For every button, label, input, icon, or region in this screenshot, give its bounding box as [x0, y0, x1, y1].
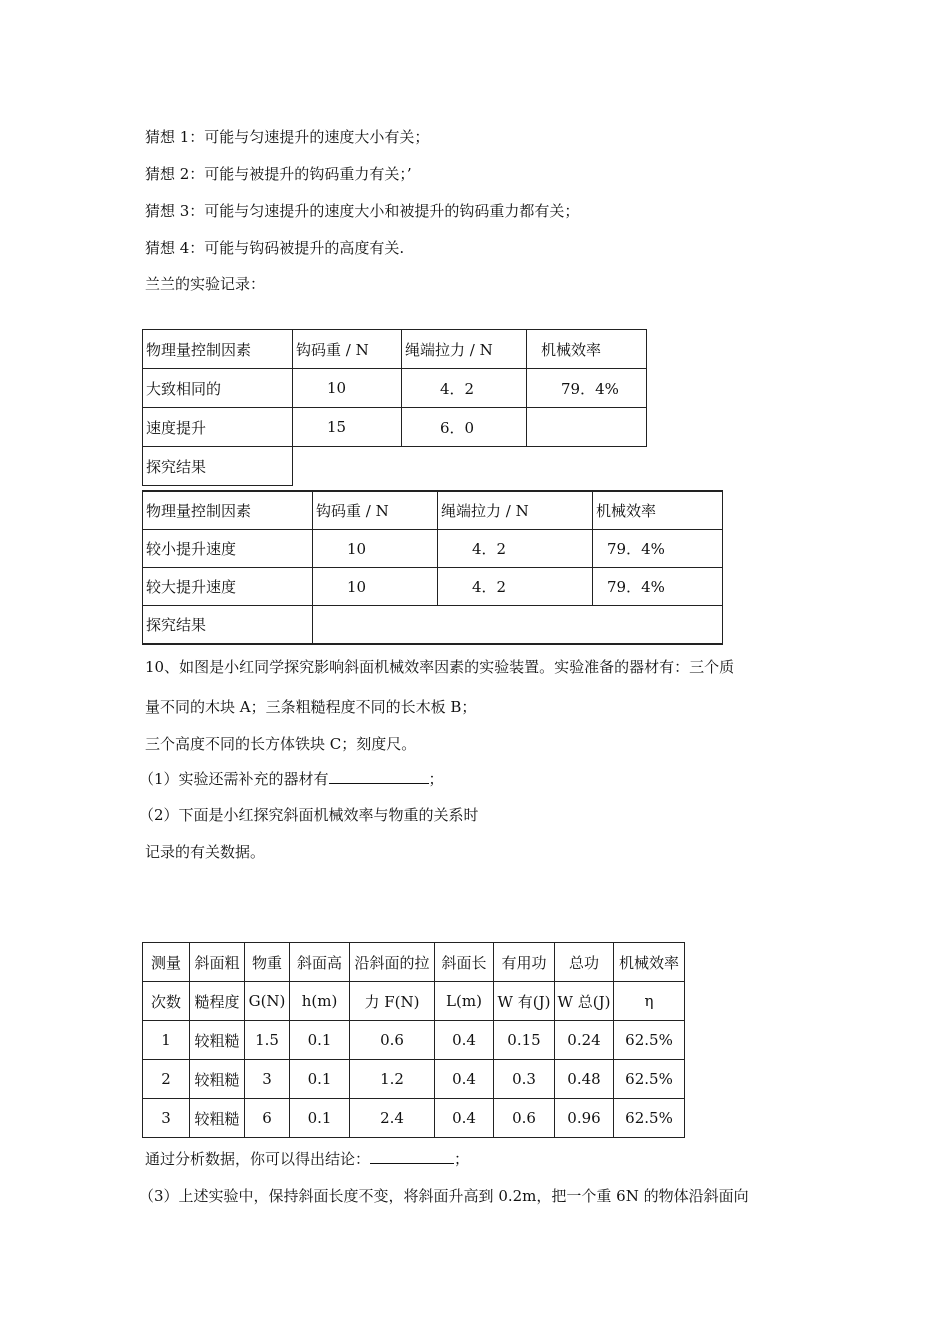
- table-cell: 4．2: [402, 369, 527, 408]
- table-cell: 79．4%: [527, 369, 647, 408]
- sub-question-3: （3）上述实验中，保持斜面长度不变，将斜面升高到 0.2m，把一个重 6N 的物体沿斜面向: [139, 1187, 749, 1205]
- table-cell: 0.1: [290, 1099, 350, 1138]
- table-cell: 62.5%: [614, 1021, 685, 1060]
- table-cell: [527, 408, 647, 447]
- table-cell: 较粗糙: [190, 1060, 245, 1099]
- table-header: 绳端拉力 / N: [438, 491, 593, 530]
- conclusion-text: 通过分析数据，你可以得出结论：: [145, 1150, 371, 1168]
- table-cell: 6: [245, 1099, 290, 1138]
- table-header: 斜面粗: [190, 943, 245, 982]
- table-cell: 1.2: [350, 1060, 435, 1099]
- table-header: η: [614, 982, 685, 1021]
- record-title: 兰兰的实验记录：: [145, 275, 266, 293]
- table-cell: 0.3: [494, 1060, 555, 1099]
- table-cell: 0.4: [435, 1099, 494, 1138]
- experiment-table-2: [142, 490, 723, 645]
- table-cell: 0.6: [350, 1021, 435, 1060]
- sub-question-1-text: （1）实验还需补充的器材有: [139, 770, 329, 788]
- table-cell: 0.96: [555, 1099, 614, 1138]
- table-cell: 0.1: [290, 1021, 350, 1060]
- table-cell: 0.15: [494, 1021, 555, 1060]
- sub-question-1: [139, 768, 444, 789]
- table-row: [143, 1099, 685, 1138]
- table-header: 机械效率: [593, 491, 723, 530]
- table-cell: 较粗糙: [190, 1099, 245, 1138]
- table-cell: 2.4: [350, 1099, 435, 1138]
- table-row: [143, 982, 685, 1021]
- table-row: [143, 491, 723, 530]
- table-header: 次数: [143, 982, 190, 1021]
- table-cell: 4．2: [438, 530, 593, 568]
- table-header: W 总(J): [555, 982, 614, 1021]
- hypothesis-2: 猜想 2：可能与被提升的钩码重力有关；’: [145, 165, 412, 183]
- table-row: [143, 530, 723, 568]
- table-header: 物理量控制因素: [143, 491, 313, 530]
- conclusion: [145, 1148, 469, 1169]
- table-cell: 15: [293, 408, 402, 447]
- table-cell: 4．2: [438, 568, 593, 606]
- result-cell: [293, 447, 647, 486]
- table-cell: 10: [313, 530, 438, 568]
- table-header: G(N): [245, 982, 290, 1021]
- table-cell: 0.4: [435, 1060, 494, 1099]
- table-header: 力 F(N): [350, 982, 435, 1021]
- hypothesis-4: 猜想 4：可能与钩码被提升的高度有关.: [145, 239, 405, 257]
- table-cell: 3: [143, 1099, 190, 1138]
- result-cell: [313, 606, 723, 645]
- experiment-table-1: [142, 329, 647, 486]
- table-cell: 较粗糙: [190, 1021, 245, 1060]
- table-cell: 较大提升速度: [143, 568, 313, 606]
- hypothesis-3: 猜想 3：可能与匀速提升的速度大小和被提升的钩码重力都有关；: [145, 202, 580, 220]
- table-cell: 2: [143, 1060, 190, 1099]
- table-cell: 探究结果: [143, 447, 293, 486]
- table-row: [143, 568, 723, 606]
- sub-question-1-end: ；: [428, 770, 444, 788]
- table-cell: 1: [143, 1021, 190, 1060]
- hypothesis-1: 猜想 1：可能与匀速提升的速度大小有关；: [145, 128, 430, 146]
- sub-question-2-line-2: 记录的有关数据。: [145, 843, 266, 861]
- table-cell: 大致相同的: [143, 369, 293, 408]
- question-10-line-1: 10、如图是小红同学探究影响斜面机械效率因素的实验装置。实验准备的器材有：三个质: [145, 658, 735, 676]
- table-row: [143, 330, 647, 369]
- table-cell: 62.5%: [614, 1099, 685, 1138]
- table-cell: 0.4: [435, 1021, 494, 1060]
- table-header: 机械效率: [527, 330, 647, 369]
- table-header: 糙程度: [190, 982, 245, 1021]
- table-row: [143, 408, 647, 447]
- table-header: 沿斜面的拉: [350, 943, 435, 982]
- table-row: [143, 606, 723, 645]
- incline-data-table: [142, 942, 685, 1138]
- table-row: [143, 1021, 685, 1060]
- table-cell: 10: [293, 369, 402, 408]
- table-header: 钩码重 / N: [293, 330, 402, 369]
- question-10-line-2: 量不同的木块 A；三条粗糙程度不同的长木板 B；: [145, 698, 477, 716]
- table-cell: 79．4%: [593, 530, 723, 568]
- table-cell: 速度提升: [143, 408, 293, 447]
- table-row: [143, 1060, 685, 1099]
- table-header: 钩码重 / N: [313, 491, 438, 530]
- answer-blank[interactable]: [370, 1150, 454, 1164]
- conclusion-end: ；: [454, 1150, 470, 1168]
- table-cell: 0.24: [555, 1021, 614, 1060]
- table-header: 斜面长: [435, 943, 494, 982]
- table-cell: 62.5%: [614, 1060, 685, 1099]
- table-header: 物理量控制因素: [143, 330, 293, 369]
- table-cell: 0.6: [494, 1099, 555, 1138]
- table-header: 总功: [555, 943, 614, 982]
- sub-question-2-line-1: （2）下面是小红探究斜面机械效率与物重的关系时: [139, 806, 479, 824]
- table-cell: 0.1: [290, 1060, 350, 1099]
- answer-blank[interactable]: [329, 770, 429, 784]
- table-header: h(m): [290, 982, 350, 1021]
- table-cell: 1.5: [245, 1021, 290, 1060]
- table-header: 测量: [143, 943, 190, 982]
- table-row: [143, 943, 685, 982]
- table-header: L(m): [435, 982, 494, 1021]
- table-header: 绳端拉力 / N: [402, 330, 527, 369]
- table-cell: 0.48: [555, 1060, 614, 1099]
- table-row: [143, 369, 647, 408]
- table-header: 机械效率: [614, 943, 685, 982]
- table-cell: 3: [245, 1060, 290, 1099]
- table-cell: 6．0: [402, 408, 527, 447]
- table-cell: 探究结果: [143, 606, 313, 645]
- table-header: 斜面高: [290, 943, 350, 982]
- table-cell: 79．4%: [593, 568, 723, 606]
- table-header: W 有(J): [494, 982, 555, 1021]
- table-header: 有用功: [494, 943, 555, 982]
- question-10-line-3: 三个高度不同的长方体铁块 C；刻度尺。: [145, 735, 417, 753]
- table-row: [143, 447, 647, 486]
- table-header: 物重: [245, 943, 290, 982]
- table-cell: 较小提升速度: [143, 530, 313, 568]
- table-cell: 10: [313, 568, 438, 606]
